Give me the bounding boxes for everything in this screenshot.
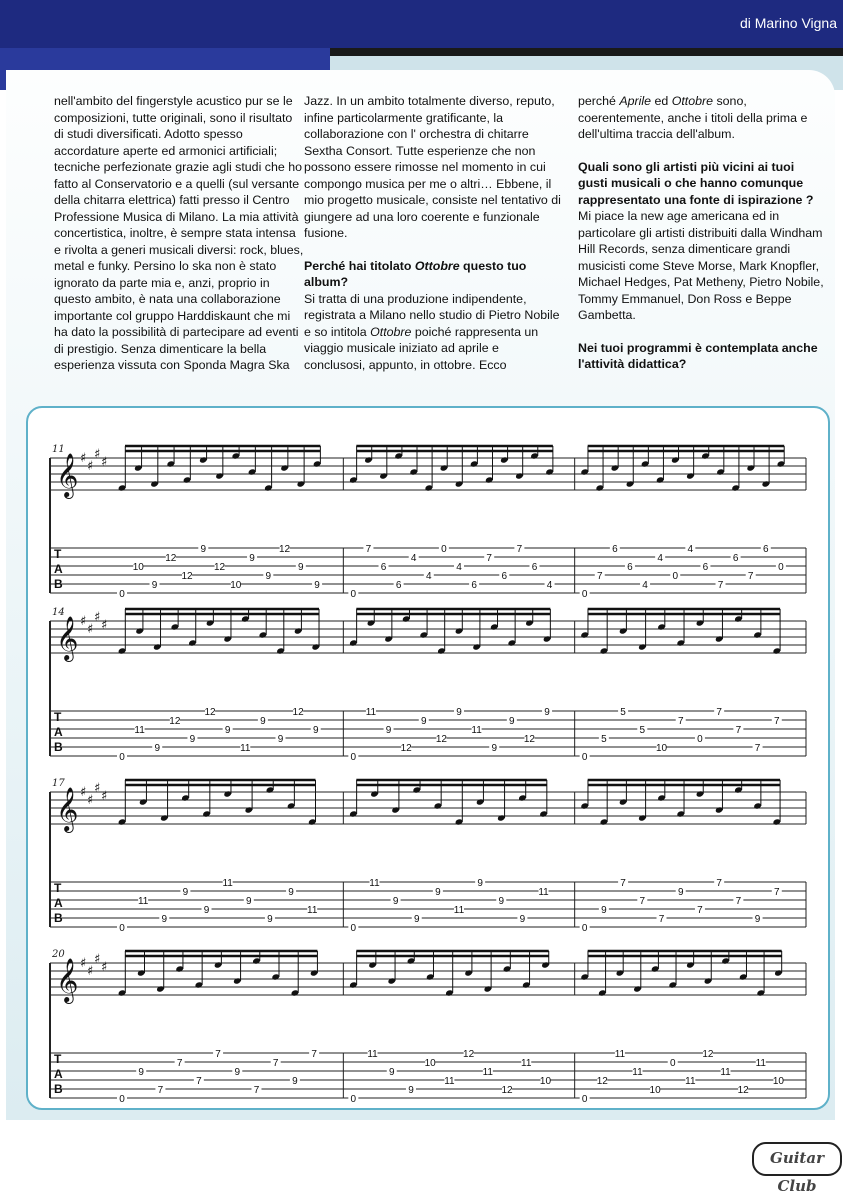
header-bar — [0, 0, 843, 48]
fret-number: 9 — [456, 707, 462, 718]
fret-number: 9 — [265, 571, 272, 582]
fret-number: 9 — [292, 1076, 298, 1087]
fret-number: 5 — [601, 734, 607, 745]
fret-number: 0 — [119, 589, 125, 600]
fret-number: 10 — [230, 580, 242, 591]
fret-number: 7 — [620, 878, 626, 889]
fret-number: 7 — [272, 1058, 279, 1069]
guitar-club-logo: Guitar Club — [752, 1142, 842, 1176]
paragraph: perché Aprile ed Ottobre sono, coerentemente, anche i titoli della prima e dell'ultima traccia dell'album. — [578, 94, 808, 141]
fret-number: 9 — [138, 1067, 144, 1078]
fret-number: 0 — [350, 1094, 357, 1105]
sharp-sign: ♯ — [94, 447, 101, 462]
fret-number: 11 — [369, 878, 380, 889]
fret-number: 0 — [441, 544, 447, 555]
fret-number: 9 — [246, 896, 252, 907]
fret-number: 12 — [523, 734, 536, 745]
fret-number: 4 — [657, 553, 663, 564]
fret-number: 4 — [410, 553, 417, 564]
tab-letter: B — [54, 911, 63, 925]
fret-number: 12 — [737, 1085, 749, 1096]
fret-number: 6 — [380, 562, 387, 573]
fret-number: 7 — [596, 571, 603, 582]
score-box — [26, 406, 830, 1110]
fret-number: 9 — [151, 580, 158, 591]
fret-number: 6 — [612, 544, 618, 555]
fret-number: 7 — [176, 1058, 183, 1069]
fret-number: 9 — [312, 725, 319, 736]
fret-number: 11 — [685, 1076, 696, 1087]
sharp-sign: ♯ — [80, 451, 87, 466]
fret-number: 7 — [253, 1085, 260, 1096]
fret-number: 11 — [755, 1058, 766, 1069]
question-heading: Perché hai titolato Ottobre questo tuo album? — [304, 258, 527, 289]
fret-number: 7 — [716, 878, 722, 889]
sharp-sign: ♯ — [80, 785, 87, 800]
fret-number: 12 — [596, 1076, 608, 1087]
measure-number: 11 — [52, 444, 65, 455]
fret-number: 4 — [456, 562, 462, 573]
fret-number: 9 — [189, 734, 196, 745]
fret-number: 11 — [521, 1058, 532, 1069]
fret-number: 12 — [435, 734, 447, 745]
fret-number: 7 — [717, 580, 724, 591]
fret-number: 9 — [203, 905, 210, 916]
sharp-sign: ♯ — [94, 952, 101, 967]
fret-number: 7 — [735, 725, 742, 736]
fret-number: 5 — [620, 707, 626, 718]
fret-number: 9 — [601, 905, 607, 916]
fret-number: 9 — [413, 914, 420, 925]
measure-number: 20 — [52, 949, 65, 960]
fret-number: 7 — [486, 553, 492, 564]
measure-number: 14 — [52, 607, 65, 618]
paragraph: Mi piace la new age americana ed in particolare gli artisti distribuiti dalla Windham Hill Records, senza dimenticare grandi musicisti come Steve Morse, Mark Knopfler, Michael Hedges, Pat Metheny, Pietro Nobile, Tommy Emmanuel, Don Ross e Beppe Gambetta. — [578, 209, 824, 322]
fret-number: 0 — [581, 1094, 588, 1105]
fret-number: 9 — [298, 562, 304, 573]
fret-number: 12 — [400, 743, 412, 754]
fret-number: 6 — [501, 571, 508, 582]
fret-number: 4 — [642, 580, 648, 591]
treble-clef: 𝄞 — [56, 616, 79, 660]
fret-number: 12 — [204, 707, 216, 718]
fret-number: 10 — [655, 743, 668, 754]
fret-number: 7 — [754, 743, 761, 754]
fret-number: 11 — [444, 1076, 455, 1087]
fret-number: 4 — [687, 544, 694, 555]
fret-number: 11 — [137, 896, 149, 907]
fret-number: 7 — [747, 571, 754, 582]
fret-number: 12 — [279, 544, 291, 555]
fret-number: 9 — [544, 707, 550, 718]
fret-number: 11 — [134, 725, 145, 736]
fret-number: 0 — [350, 589, 357, 600]
fret-number: 11 — [632, 1067, 643, 1078]
fret-number: 0 — [581, 923, 588, 934]
treble-clef: 𝄞 — [56, 453, 79, 497]
fret-number: 12 — [702, 1049, 714, 1060]
fret-number: 7 — [157, 1085, 164, 1096]
tab-letter: B — [54, 577, 63, 591]
fret-number: 0 — [119, 923, 125, 934]
fret-number: 0 — [119, 752, 125, 763]
column-2 — [304, 93, 562, 373]
sharp-sign: ♯ — [80, 956, 87, 971]
sharp-sign: ♯ — [87, 964, 94, 979]
fret-number: 9 — [509, 716, 515, 727]
fret-number: 7 — [716, 707, 722, 718]
fret-number: 9 — [314, 580, 320, 591]
fret-number: 9 — [392, 896, 399, 907]
fret-number: 9 — [234, 1067, 241, 1078]
sharp-sign: ♯ — [101, 618, 108, 633]
fret-number: 0 — [581, 589, 588, 600]
tab-letter: T — [54, 881, 62, 895]
fret-number: 11 — [538, 887, 549, 898]
paragraph: nell'ambito del fingerstyle acustico pur se le composizioni, tutte originali, sono il risultato di studi diversificati. Adotto spesso accordature aperte ed armonici artificiali; tecniche perfezionate grazie agli studi che ho fatto al Conservatorio e a quelli (sul versante della chitarra elettrica) fatti presso il Centro Professione Musica di Milano. La mia attività concertistica, inoltre, è sempre stata intensa e rivolta a generi musicali diversi: rock, blues, metal e funky. Persino lo ska non è stato ignorato da parte mia e, anzi, proprio in questo ambito, è nata una collaborazione importante col gruppo Harddiskaunt che mi ha dato la possibilità di partecipare ad eventi di prestigio. Senza dimenticare la bella esperienza vissuta con Sponda Magra Ska — [54, 94, 304, 372]
tab-letter: B — [54, 740, 63, 754]
fret-number: 12 — [463, 1049, 475, 1060]
fret-number: 10 — [132, 562, 144, 573]
tab-letter: A — [54, 1067, 63, 1081]
fret-number: 10 — [539, 1076, 552, 1087]
fret-number: 12 — [292, 707, 304, 718]
fret-number: 9 — [491, 743, 498, 754]
paragraph: Jazz. In un ambito totalmente diverso, reputo, infine particolarmente gratificante, la collaborazione con l' orchestra di chitarre Sextha Consort. Tutte esperienze che non possono essere rimosse nel momento in cui compongo musica per me o altri… Ebbene, il mio progetto musicale, consiste nel tentativo di giungere ad una loro coerente e funzionale fusione. — [304, 94, 561, 240]
fret-number: 6 — [395, 580, 402, 591]
fret-number: 11 — [240, 743, 251, 754]
fret-number: 0 — [778, 562, 784, 573]
sharp-sign: ♯ — [101, 455, 108, 470]
measure-number: 17 — [52, 778, 65, 789]
question-heading: Nei tuoi programmi è contemplata anche l'attività didattica? — [578, 340, 818, 371]
fret-number: 7 — [311, 1049, 317, 1060]
fret-number: 9 — [249, 553, 255, 564]
tab-letter: T — [54, 547, 62, 561]
fret-number: 6 — [763, 544, 769, 555]
fret-number: 7 — [677, 716, 684, 727]
tab-letter: A — [54, 896, 63, 910]
fret-number: 10 — [649, 1085, 661, 1096]
treble-clef: 𝄞 — [56, 958, 79, 1002]
sharp-sign: ♯ — [87, 622, 94, 637]
column-1 — [54, 93, 304, 374]
fret-number: 7 — [735, 896, 742, 907]
fret-number: 4 — [426, 571, 432, 582]
fret-number: 7 — [639, 896, 646, 907]
paragraph: Si tratta di una produzione indipendente, registrata a Milano nello studio di Pietro Nobile e so intitola Ottobre poiché rappresenta un viaggio musicale iniziato ad aprile e conclusosi, appunto, in ottobre. Ecco — [304, 291, 560, 372]
fret-number: 9 — [154, 743, 161, 754]
fret-number: 11 — [307, 905, 318, 916]
fret-number: 0 — [672, 571, 679, 582]
tab-letter: T — [54, 1052, 62, 1066]
fret-number: 0 — [581, 752, 588, 763]
fret-number: 7 — [516, 544, 523, 555]
fret-number: 9 — [277, 734, 284, 745]
fret-number: 0 — [697, 734, 703, 745]
fret-number: 6 — [732, 553, 739, 564]
fret-number: 0 — [119, 1094, 125, 1105]
fret-number: 11 — [471, 725, 482, 736]
sharp-sign: ♯ — [94, 610, 101, 625]
sharp-sign: ♯ — [87, 793, 94, 808]
guitar-tab-score — [28, 408, 828, 1108]
fret-number: 9 — [408, 1085, 414, 1096]
fret-number: 7 — [215, 1049, 221, 1060]
fret-number: 12 — [181, 571, 193, 582]
sharp-sign: ♯ — [87, 459, 94, 474]
fret-number: 9 — [519, 914, 526, 925]
fret-number: 4 — [546, 580, 553, 591]
fret-number: 9 — [224, 725, 231, 736]
fret-number: 9 — [161, 914, 168, 925]
fret-number: 11 — [482, 1067, 494, 1078]
fret-number: 7 — [365, 544, 372, 555]
fret-number: 12 — [213, 562, 226, 573]
tab-letter: T — [54, 710, 62, 724]
byline: di Marino Vigna — [739, 15, 837, 31]
fret-number: 9 — [182, 887, 189, 898]
fret-number: 7 — [774, 716, 780, 727]
fret-number: 9 — [420, 716, 427, 727]
tab-letter: A — [54, 725, 63, 739]
fret-number: 10 — [772, 1076, 784, 1087]
fret-number: 11 — [720, 1067, 731, 1078]
fret-number: 9 — [385, 725, 392, 736]
fret-number: 7 — [658, 914, 665, 925]
fret-number: 0 — [350, 923, 357, 934]
fret-number: 6 — [471, 580, 477, 591]
fret-number: 9 — [288, 887, 294, 898]
fret-number: 5 — [639, 725, 646, 736]
fret-number: 9 — [754, 914, 761, 925]
fret-number: 7 — [196, 1076, 202, 1087]
fret-number: 6 — [702, 562, 709, 573]
question-heading: Quali sono gli artisti più vicini ai tuoi gusti musicali o che hanno comunque rappresentato una fonte di ispirazione ? — [578, 159, 814, 207]
sharp-sign: ♯ — [101, 960, 108, 975]
fret-number: 9 — [200, 544, 207, 555]
sharp-sign: ♯ — [101, 789, 108, 804]
fret-number: 9 — [260, 716, 266, 727]
tab-letter: B — [54, 1082, 63, 1096]
fret-number: 9 — [435, 887, 441, 898]
fret-number: 12 — [501, 1085, 513, 1096]
fret-number: 9 — [677, 887, 684, 898]
sharp-sign: ♯ — [94, 781, 101, 796]
fret-number: 9 — [477, 878, 483, 889]
fret-number: 7 — [697, 905, 703, 916]
fret-number: 9 — [498, 896, 505, 907]
treble-clef: 𝄞 — [56, 787, 79, 831]
fret-number: 0 — [350, 752, 357, 763]
fret-number: 6 — [531, 562, 538, 573]
sharp-sign: ♯ — [80, 614, 87, 629]
fret-number: 12 — [165, 553, 177, 564]
fret-number: 0 — [669, 1058, 676, 1069]
fret-number: 11 — [222, 878, 233, 889]
fret-number: 11 — [365, 707, 377, 718]
fret-number: 11 — [614, 1049, 626, 1060]
fret-number: 9 — [388, 1067, 395, 1078]
tab-letter: A — [54, 562, 63, 576]
fret-number: 11 — [453, 905, 465, 916]
fret-number: 7 — [774, 887, 780, 898]
fret-number: 6 — [627, 562, 633, 573]
fret-number: 10 — [424, 1058, 436, 1069]
fret-number: 11 — [367, 1049, 378, 1060]
column-3 — [578, 93, 824, 373]
fret-number: 9 — [267, 914, 273, 925]
fret-number: 12 — [169, 716, 181, 727]
